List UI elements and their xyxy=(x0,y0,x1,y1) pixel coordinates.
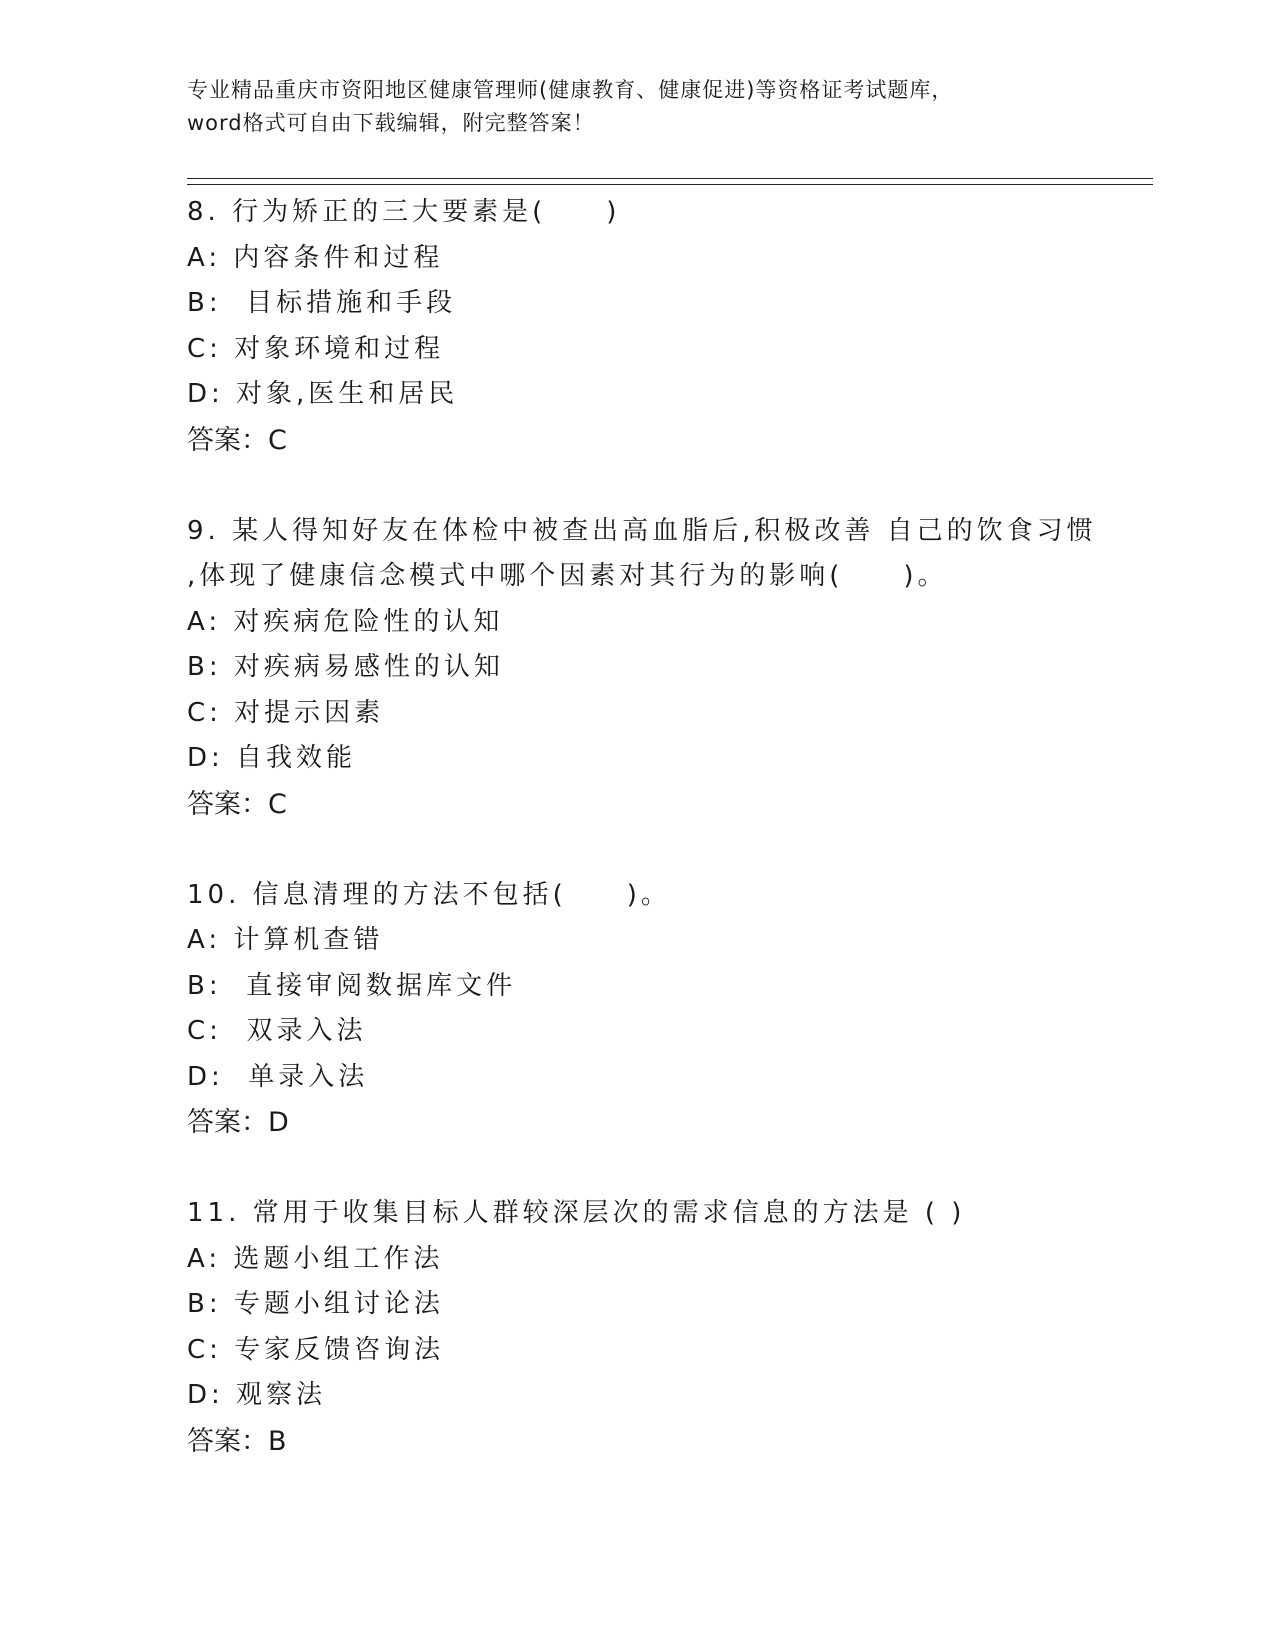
question-text-continued: ,体现了健康信念模式中哪个因素对其行为的影响( )。 xyxy=(187,561,948,591)
option-d: D: 单录入法 xyxy=(187,1061,369,1092)
option-b: B: 直接审阅数据库文件 xyxy=(187,970,517,1001)
option-b: B: 目标措施和手段 xyxy=(187,288,457,318)
question-text: 9. 某人得知好友在体检中被查出高血脂后,积极改善 自己的饮食习惯 xyxy=(187,515,1097,546)
option-b: B: 专题小组讨论法 xyxy=(187,1289,444,1319)
question-9 xyxy=(187,509,1153,828)
answer: 答案：C xyxy=(187,424,287,456)
option-c: C: 双录入法 xyxy=(187,1016,367,1046)
answer: 答案：C xyxy=(187,788,287,820)
header-divider-top xyxy=(187,178,1153,179)
option-a: A: 对疾病危险性的认知 xyxy=(187,606,504,637)
option-c: C: 专家反馈咨询法 xyxy=(187,1334,445,1365)
question-10 xyxy=(187,873,1153,1147)
question-11 xyxy=(187,1191,1153,1465)
option-c: C: 对提示因素 xyxy=(187,697,385,728)
option-a: A: 计算机查错 xyxy=(187,925,384,955)
option-d: D: 自我效能 xyxy=(187,743,357,773)
question-text: 8. 行为矫正的三大要素是( ) xyxy=(187,197,621,227)
question-text: 11. 常用于收集目标人群较深层次的需求信息的方法是 ( ) xyxy=(187,1198,966,1228)
header-divider-bottom xyxy=(187,184,1153,185)
option-d: D: 观察法 xyxy=(187,1380,327,1410)
answer: 答案：B xyxy=(187,1425,287,1457)
answer: 答案：D xyxy=(187,1107,289,1138)
document-header xyxy=(187,74,1087,140)
question-text: 10. 信息清理的方法不包括( )。 xyxy=(187,879,671,910)
option-a: A: 内容条件和过程 xyxy=(187,242,444,273)
header-line-1: 专业精品重庆市资阳地区健康管理师(健康教育、健康促进)等资格证考试题库， xyxy=(187,78,954,102)
header-line-2: word格式可自由下载编辑，附完整答案！ xyxy=(187,111,595,135)
option-d: D: 对象,医生和居民 xyxy=(187,379,459,409)
option-a: A: 选题小组工作法 xyxy=(187,1243,444,1274)
question-list xyxy=(187,190,1153,1510)
option-b: B: 对疾病易感性的认知 xyxy=(187,652,504,682)
question-8 xyxy=(187,190,1153,464)
option-c: C: 对象环境和过程 xyxy=(187,333,445,364)
